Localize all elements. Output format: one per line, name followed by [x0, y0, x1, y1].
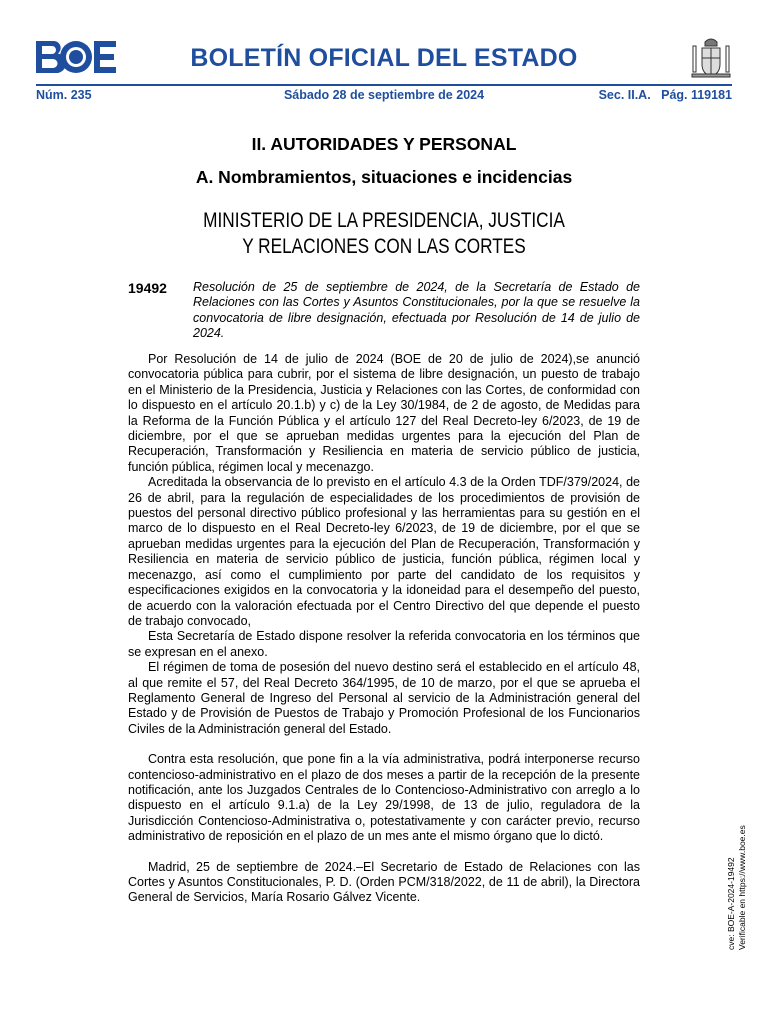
- section-page: Sec. II.A. Pág. 119181: [598, 88, 732, 102]
- ministry-line-1: MINISTERIO DE LA PRESIDENCIA, JUSTICIA: [203, 209, 565, 232]
- coat-of-arms-icon: [690, 36, 732, 80]
- document-body: [128, 352, 640, 906]
- reference-title: Resolución de 25 de septiembre de 2024, de la Secretaría de Estado de Relaciones con las Cortes y Asuntos Constitucionales, por la que se resuelve la convocatoria de libre designación, efectuada por Resolución de 14 de julio de 2024.: [193, 280, 640, 340]
- section-heading: II. AUTORIDADES Y PERSONAL: [251, 134, 517, 154]
- header-rule: [36, 84, 732, 86]
- verification-sidebar: [726, 820, 748, 950]
- cve-code: cve: BOE-A-2024-19492: [726, 857, 736, 950]
- reference-number: 19492: [128, 280, 167, 296]
- signature-paragraph: Madrid, 25 de septiembre de 2024.–El Secretario de Estado de Relaciones con las Cortes y Asuntos Constitucionales, P. D. (Orden PCM/318/2022, de 11 de abril), la Directora General de Servicios, María Rosario Gálvez Vicente.: [128, 859, 640, 905]
- body-paragraph: Por Resolución de 14 de julio de 2024 (BOE de 20 de julio de 2024),se anunció convocatoria pública para cubrir, por el sistema de libre designación, un puesto de trabajo en el Ministerio de la Presidencia, Justicia y Relaciones con las Cortes, de conformidad con lo dispuesto en el artículo 20.1.b) y c) de la Ley 30/1984, de 2 de agosto, de Medidas para la Reforma de la Función Pública y el artículo 127 del Real Decreto-ley 6/2023, de 19 de diciembre, por el que se aprueban medidas urgentes para la ejecución del Plan de Recuperación, Transformación y Resiliencia en materia de servicio público de justicia, función pública, régimen local y mecenazgo.: [128, 352, 640, 474]
- boe-logo: [36, 41, 116, 73]
- body-paragraph: El régimen de toma de posesión del nuevo destino será el establecido en el artículo 48, al que remite el 57, del Real Decreto 364/1995, de 10 de marzo, por el que se aprueba el Reglamento General de Ingreso del Personal al servicio de la Administración general del Estado y de Provisión de Puestos de Trabajo y Promoción Profesional de los Funcionarios Civiles de la Administración general del Estado.: [128, 660, 640, 736]
- ministry-heading: [69, 208, 699, 260]
- gazette-title: BOLETÍN OFICIAL DEL ESTADO: [190, 44, 578, 72]
- verification-link[interactable]: Verificable en https://www.boe.es: [737, 825, 747, 950]
- body-paragraph: Contra esta resolución, que pone fin a la vía administrativa, podrá interponerse recurso contencioso-administrativo en el plazo de dos meses a partir de la recepción de la presente notificación, ante los Juzgados Centrales de lo Contencioso-Administrativo con arreglo a lo dispuesto en el artículo 9.1.a) de la Ley 29/1998, de 13 de julio, reguladora de la Jurisdicción Contencioso-Administrativa o, potestativamente y con carácter previo, recurso administrativo de reposición en el plazo de un mes ante el mismo órgano que lo dictó.: [128, 752, 640, 844]
- issue-date: Sábado 28 de septiembre de 2024: [283, 88, 485, 102]
- section-subheading: A. Nombramientos, situaciones e incidencias: [195, 167, 573, 187]
- body-paragraph: Esta Secretaría de Estado dispone resolver la referida convocatoria en los términos que se expresan en el anexo.: [128, 629, 640, 659]
- ministry-line-2: Y RELACIONES CON LAS CORTES: [242, 235, 526, 258]
- issue-number: Núm. 235: [36, 88, 92, 102]
- body-paragraph: Acreditada la observancia de lo previsto en el artículo 4.3 de la Orden TDF/379/2024, de 26 de abril, para la regulación de especialidades de los procedimientos de provisión de puestos del personal directivo público profesional y las herramientas para su gestión en el marco de lo dispuesto en el Real Decreto-ley 6/2023, de 19 de diciembre, por el que se aprueban medidas urgentes para la ejecución del Plan de Recuperación, Transformación y Resiliencia en materia de servicio público de justicia, función pública, régimen local y mecenazgo, así como el cumplimiento por parte del candidato de los requisitos y especificaciones exigidos en la convocatoria y la idoneidad para el desempeño del puesto, de acuerdo con la valoración efectuada por el Centro Directivo del que depende el puesto de trabajo convocado,: [128, 475, 640, 628]
